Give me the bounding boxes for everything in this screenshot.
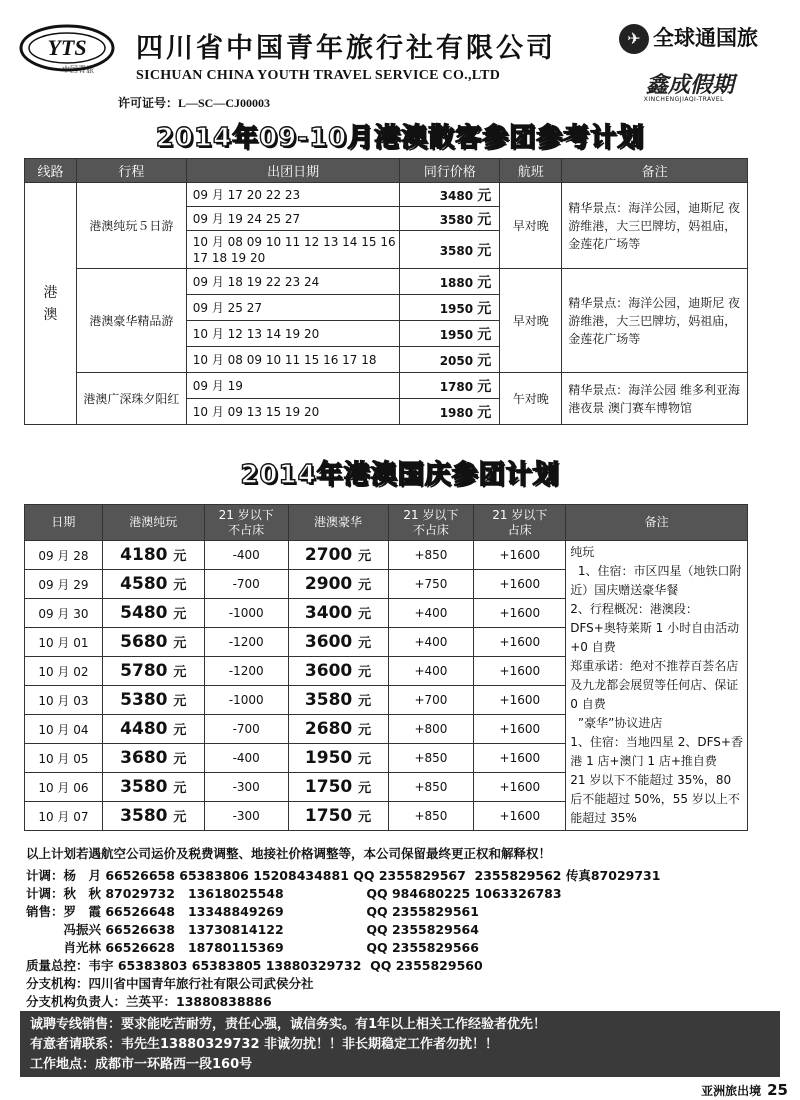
license-number: 许可证号：L—SC—CJ00003 (118, 96, 271, 110)
plan1-header-row (25, 159, 748, 183)
group-name: 港澳纯玩５日游 (76, 183, 186, 269)
price-value: 3600 (304, 661, 353, 681)
price-unit: 元 (477, 242, 492, 259)
price-value: 4480 (120, 719, 168, 739)
note-line: 1、住宿：当地四星 2、DFS+香港 1 店+澳门 1 店+推自费 (570, 735, 743, 768)
price-unit: 元 (173, 781, 187, 796)
plan2-header-row (25, 505, 748, 541)
price-value: 3600 (304, 632, 353, 652)
date-cell: 10 月 02 (25, 657, 103, 686)
table-row (25, 373, 748, 399)
date-cell: 09 月 18 19 22 23 24 (186, 269, 400, 295)
note-line: 1、住宿：市区四星（地铁口附近）国庆赠送豪华餐 (570, 564, 742, 597)
page-footer (701, 1081, 788, 1099)
plan2-title: 2014年港澳国庆参团计划 (240, 460, 560, 490)
under21-no-bed-luxury-cell: +700 (388, 686, 474, 715)
price-unit: 元 (358, 665, 372, 680)
date-cell: 09 月 30 (25, 599, 103, 628)
price-value: 3400 (304, 603, 353, 623)
price-unit: 元 (477, 211, 492, 228)
price-unit: 元 (358, 810, 372, 825)
luxury-price-cell (288, 715, 388, 744)
price-unit: 元 (477, 274, 492, 291)
date-cell: 10 月 08 09 10 11 15 16 17 18 (186, 347, 400, 373)
price-value: 1880 (439, 275, 474, 290)
plan2-header-under21-a: 21 岁以下 不占床 (204, 505, 288, 541)
plan2-table (24, 504, 748, 831)
price-unit: 元 (477, 187, 492, 204)
price-cell (400, 373, 500, 399)
flight-cell: 午对晚 (500, 373, 562, 425)
brand-xincheng-sub: XINCHENGJIAQI-TRAVEL (643, 96, 724, 103)
under21-bed-cell: +1600 (474, 802, 566, 831)
under21-no-bed-pure-cell: -300 (204, 773, 288, 802)
date-cell: 09 月 19 24 25 27 (186, 207, 400, 231)
price-unit: 元 (173, 578, 187, 593)
note-line: ”豪华”协议进店 (570, 716, 663, 730)
under21-no-bed-luxury-cell: +850 (388, 773, 474, 802)
price-value: 3680 (120, 748, 168, 768)
price-value: 5680 (120, 632, 168, 652)
plan2-header-note: 备注 (566, 505, 748, 541)
price-value: 3580 (120, 806, 168, 826)
date-cell: 10 月 01 (25, 628, 103, 657)
company-name-en: SICHUAN CHINA YOUTH TRAVEL SERVICE CO.,LTD (136, 68, 501, 83)
price-unit: 元 (173, 665, 187, 680)
date-cell: 10 月 08 09 10 11 12 13 14 15 16 17 18 19 20 (186, 231, 400, 269)
price-unit: 元 (477, 326, 492, 343)
price-unit: 元 (173, 607, 187, 622)
brand-xincheng: 鑫成假期 (645, 73, 734, 98)
date-cell: 10 月 03 (25, 686, 103, 715)
under21-no-bed-luxury-cell: +400 (388, 599, 474, 628)
luxury-price-cell (288, 657, 388, 686)
under21-no-bed-pure-cell: -1000 (204, 599, 288, 628)
price-value: 2050 (439, 353, 474, 368)
plan2-note-cell (566, 541, 748, 831)
price-value: 1750 (304, 806, 353, 826)
plan1-header-route: 线路 (25, 159, 77, 183)
luxury-price-cell (288, 686, 388, 715)
price-value: 5380 (120, 690, 168, 710)
company-logo-icon (18, 22, 116, 78)
plan2-header-luxury: 港澳豪华 (288, 505, 388, 541)
price-value: 4580 (120, 574, 168, 594)
under21-bed-cell: +1600 (474, 744, 566, 773)
date-cell: 09 月 29 (25, 570, 103, 599)
luxury-price-cell (288, 744, 388, 773)
plane-icon: ✈ (619, 24, 649, 54)
date-cell: 09 月 19 (186, 373, 400, 399)
price-value: 1750 (304, 777, 353, 797)
plan1-title: 2014年09-10月港澳散客参团参考计划 (155, 123, 645, 153)
branch-line: 分支机构：四川省中国青年旅行社有限公司武侯分社 (26, 976, 314, 991)
branch-manager-line: 分支机构负责人：兰英平：13880838886 (26, 994, 272, 1009)
logo-text: YTS (47, 35, 87, 60)
price-value: 2700 (304, 545, 353, 565)
note-line: 纯玩 (570, 545, 595, 559)
contact-line: 销售：罗 霞 66526648 13348849269 QQ 2355829561 (26, 904, 479, 919)
under21-no-bed-pure-cell: -400 (204, 541, 288, 570)
pure-price-cell (102, 773, 204, 802)
price-unit: 元 (358, 694, 372, 709)
price-cell (400, 347, 500, 373)
note-cell: 精华景点：海洋公园，迪斯尼 夜游维港，大三巴牌坊，妈祖庙，金莲花广场等 (562, 269, 748, 373)
table-row (25, 541, 748, 570)
disclaimer: 以上计划若遇航空公司运价及税费调整、地接社价格调整等，本公司保留最终更正权和解释权！ (26, 846, 552, 861)
price-cell (400, 399, 500, 425)
pure-price-cell (102, 541, 204, 570)
price-value: 2900 (304, 574, 353, 594)
group-name: 港澳豪华精品游 (76, 269, 186, 373)
table-row (25, 183, 748, 207)
date-cell: 10 月 09 13 15 19 20 (186, 399, 400, 425)
under21-no-bed-luxury-cell: +850 (388, 744, 474, 773)
price-unit: 元 (173, 694, 187, 709)
logo-sub: 中国青旅 (62, 65, 94, 74)
pure-price-cell (102, 744, 204, 773)
contact-line: 计调：杨 月 66526658 65383806 15208434881 QQ 2355829567 2355829562 传真87029731 (26, 868, 661, 883)
price-value: 5780 (120, 661, 168, 681)
pure-price-cell (102, 570, 204, 599)
price-cell (400, 207, 500, 231)
under21-bed-cell: +1600 (474, 541, 566, 570)
date-cell: 10 月 07 (25, 802, 103, 831)
recruitment-banner (20, 1011, 780, 1077)
page-number: 25 (767, 1081, 788, 1099)
date-cell: 10 月 06 (25, 773, 103, 802)
under21-no-bed-luxury-cell: +750 (388, 570, 474, 599)
price-unit: 元 (477, 352, 492, 369)
note-line: 郑重承诺：绝对不推荐百荟名店及九龙都会展贸等任何店、保证 0 自费 (570, 659, 743, 711)
plan2-header-under21-c: 21 岁以下 占床 (474, 505, 566, 541)
price-value: 1950 (439, 301, 474, 316)
under21-no-bed-luxury-cell: +400 (388, 657, 474, 686)
under21-bed-cell: +1600 (474, 570, 566, 599)
quality-control-line: 质量总控：韦宇 65383803 65383805 13880329732 QQ 2355829560 (26, 958, 483, 973)
price-value: 3580 (439, 243, 474, 258)
contact-line: 冯振兴 66526638 13730814122 QQ 2355829564 (26, 922, 479, 937)
plan1-header-flight: 航班 (500, 159, 562, 183)
price-value: 5480 (120, 603, 168, 623)
price-value: 3580 (304, 690, 353, 710)
date-cell: 10 月 04 (25, 715, 103, 744)
under21-no-bed-pure-cell: -1200 (204, 628, 288, 657)
plan1-header-dates: 出团日期 (186, 159, 400, 183)
luxury-price-cell (288, 599, 388, 628)
luxury-price-cell (288, 802, 388, 831)
price-value: 2680 (304, 719, 353, 739)
brand-global-label: 全球通国旅 (653, 26, 758, 50)
header (18, 14, 788, 110)
price-unit: 元 (173, 636, 187, 651)
table-row (25, 269, 748, 295)
flight-cell: 早对晚 (500, 183, 562, 269)
under21-no-bed-pure-cell: -700 (204, 570, 288, 599)
luxury-price-cell (288, 773, 388, 802)
price-unit: 元 (358, 781, 372, 796)
price-unit: 元 (358, 723, 372, 738)
under21-no-bed-pure-cell: -1200 (204, 657, 288, 686)
plan1-table (24, 158, 748, 425)
price-unit: 元 (173, 810, 187, 825)
date-cell: 09 月 28 (25, 541, 103, 570)
date-cell: 09 月 25 27 (186, 295, 400, 321)
note-line: 21 岁以下不能超过 35%，80 后不能超过 50%，55 岁以上不能超过 35% (570, 773, 740, 825)
contact-line: 肖光林 66526628 18780115369 QQ 2355829566 (26, 940, 479, 955)
under21-no-bed-luxury-cell: +400 (388, 628, 474, 657)
plan1-header-price: 同行价格 (400, 159, 500, 183)
price-cell (400, 231, 500, 269)
price-cell (400, 295, 500, 321)
price-unit: 元 (173, 549, 187, 564)
pure-price-cell (102, 686, 204, 715)
price-value: 1950 (439, 327, 474, 342)
luxury-price-cell (288, 570, 388, 599)
price-unit: 元 (477, 378, 492, 395)
under21-no-bed-pure-cell: -300 (204, 802, 288, 831)
price-unit: 元 (173, 723, 187, 738)
note-cell: 精华景点：海洋公园，迪斯尼 夜游维港，大三巴牌坊，妈祖庙，金莲花广场等 (562, 183, 748, 269)
plan2-header-under21-b: 21 岁以下 不占床 (388, 505, 474, 541)
plan1-header-note: 备注 (562, 159, 748, 183)
price-value: 4180 (120, 545, 168, 565)
price-unit: 元 (358, 636, 372, 651)
banner-line: 诚聘专线销售：要求能吃苦耐劳，责任心强，诚信务实。有1年以上相关工作经验者优先！ (30, 1017, 547, 1032)
brand-global (619, 22, 758, 54)
under21-no-bed-pure-cell: -1000 (204, 686, 288, 715)
contact-line: 计调：秋 秋 87029732 13618025548 QQ 984680225 1063326783 (26, 886, 562, 901)
price-unit: 元 (173, 752, 187, 767)
price-cell (400, 321, 500, 347)
under21-no-bed-pure-cell: -400 (204, 744, 288, 773)
under21-bed-cell: +1600 (474, 715, 566, 744)
under21-bed-cell: +1600 (474, 773, 566, 802)
under21-no-bed-luxury-cell: +850 (388, 802, 474, 831)
price-value: 1780 (439, 379, 474, 394)
pure-price-cell (102, 657, 204, 686)
price-value: 3480 (439, 188, 474, 203)
under21-no-bed-luxury-cell: +850 (388, 541, 474, 570)
under21-no-bed-luxury-cell: +800 (388, 715, 474, 744)
price-value: 3580 (439, 212, 474, 227)
price-unit: 元 (358, 607, 372, 622)
flight-cell: 早对晚 (500, 269, 562, 373)
price-value: 1980 (439, 405, 474, 420)
note-line: 2、行程概况：港澳段：DFS+奥特莱斯 1 小时自由活动+0 自费 (570, 602, 740, 654)
price-value: 3580 (120, 777, 168, 797)
route-cell: 港 澳 (25, 183, 77, 425)
pure-price-cell (102, 628, 204, 657)
plan1-header-itinerary: 行程 (76, 159, 186, 183)
price-cell (400, 183, 500, 207)
pure-price-cell (102, 715, 204, 744)
group-name: 港澳广深珠夕阳红 (76, 373, 186, 425)
company-name-cn: 四川省中国青年旅行社有限公司 (136, 33, 556, 64)
under21-bed-cell: +1600 (474, 628, 566, 657)
price-unit: 元 (477, 300, 492, 317)
date-cell: 10 月 12 13 14 19 20 (186, 321, 400, 347)
under21-no-bed-pure-cell: -700 (204, 715, 288, 744)
banner-line: 有意者请联系：韦先生13880329732 非诚勿扰！！非长期稳定工作者勿扰！！ (30, 1037, 499, 1052)
price-unit: 元 (477, 404, 492, 421)
date-cell: 09 月 17 20 22 23 (186, 183, 400, 207)
plan2-header-date: 日期 (25, 505, 103, 541)
publication-name: 亚洲旅出境 (701, 1084, 762, 1098)
under21-bed-cell: +1600 (474, 657, 566, 686)
note-cell: 精华景点：海洋公园 维多利亚海港夜景 澳门赛车博物馆 (562, 373, 748, 425)
under21-bed-cell: +1600 (474, 686, 566, 715)
pure-price-cell (102, 599, 204, 628)
banner-line: 工作地点：成都市一环路西一段160号 (30, 1057, 253, 1072)
luxury-price-cell (288, 628, 388, 657)
pure-price-cell (102, 802, 204, 831)
plan2-header-pure: 港澳纯玩 (102, 505, 204, 541)
under21-bed-cell: +1600 (474, 599, 566, 628)
price-unit: 元 (358, 752, 372, 767)
price-unit: 元 (358, 549, 372, 564)
price-cell (400, 269, 500, 295)
price-unit: 元 (358, 578, 372, 593)
luxury-price-cell (288, 541, 388, 570)
price-value: 1950 (304, 748, 353, 768)
date-cell: 10 月 05 (25, 744, 103, 773)
